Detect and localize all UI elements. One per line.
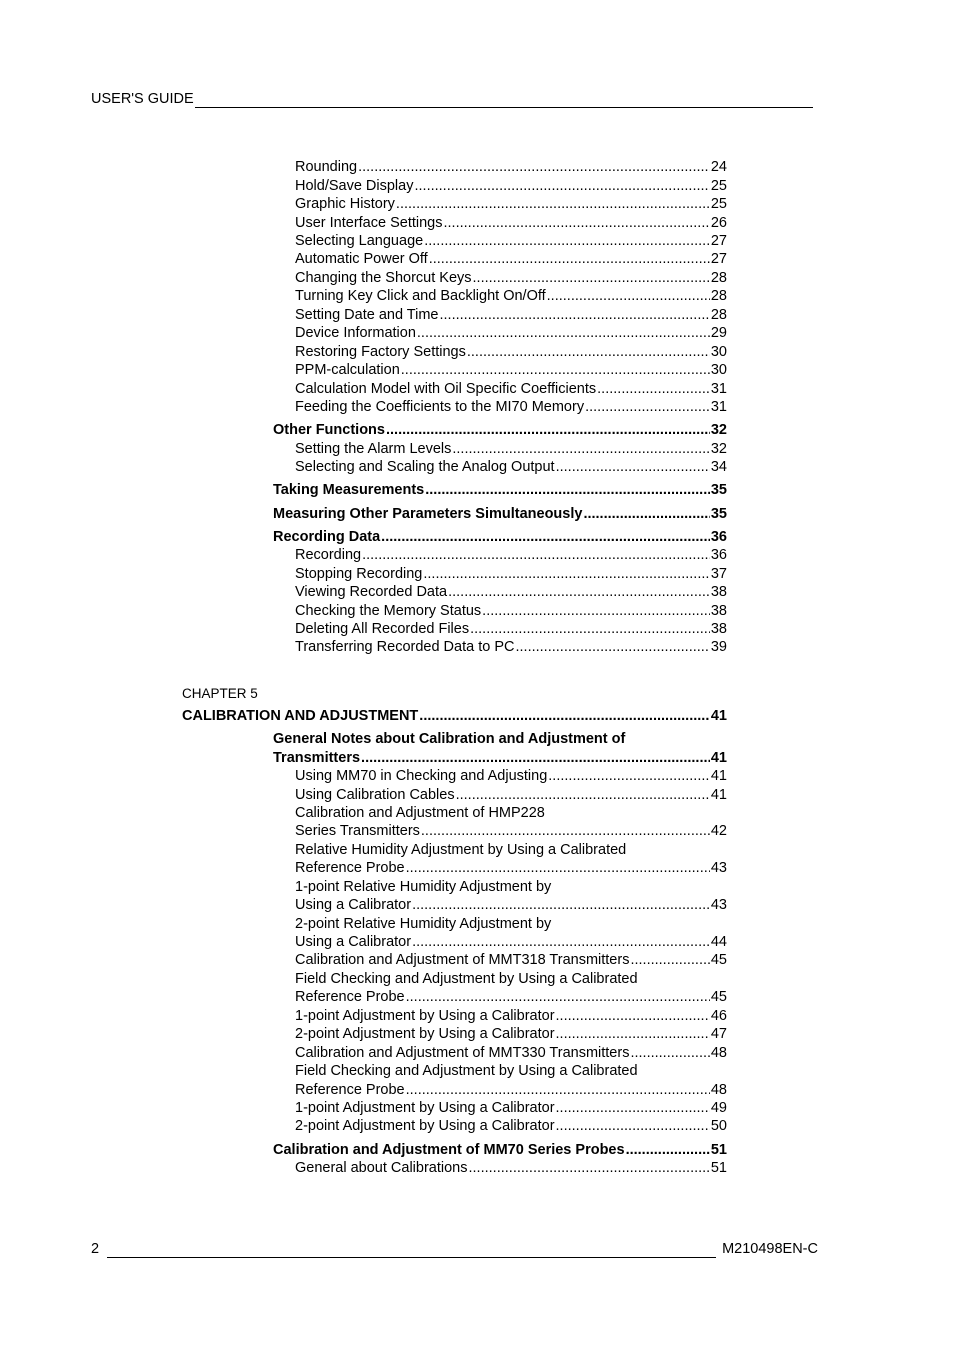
toc-entry-page: 48 bbox=[710, 1082, 727, 1098]
toc-entry-page: 43 bbox=[710, 860, 727, 876]
toc-dot-leader bbox=[452, 440, 709, 458]
toc-dot-leader bbox=[421, 822, 710, 840]
toc-entry[interactable] bbox=[295, 1117, 727, 1135]
toc-entry-title: Reference Probe bbox=[295, 989, 405, 1005]
toc-entry-title: Using MM70 in Checking and Adjusting bbox=[295, 768, 548, 784]
toc-entry[interactable] bbox=[295, 1062, 638, 1080]
toc-entry-title: Transferring Recorded Data to PC bbox=[295, 639, 515, 655]
toc-entry[interactable] bbox=[295, 988, 727, 1006]
toc-entry-page: 34 bbox=[710, 459, 727, 475]
toc-dot-leader bbox=[583, 505, 709, 523]
toc-dot-leader bbox=[556, 1117, 710, 1135]
toc-dot-leader bbox=[556, 458, 710, 476]
toc-entry-title: Calibration and Adjustment of MM70 Series Probes bbox=[273, 1142, 625, 1158]
toc-entry[interactable] bbox=[295, 214, 727, 232]
toc-entry[interactable] bbox=[295, 458, 727, 476]
footer-doc-code: M210498EN-C bbox=[722, 1241, 818, 1257]
toc-entry-title: Recording bbox=[295, 547, 362, 563]
toc-entry[interactable] bbox=[295, 380, 727, 398]
toc-entry-page: 50 bbox=[710, 1118, 727, 1134]
toc-entry-page: 39 bbox=[710, 639, 727, 655]
header-rule bbox=[195, 94, 813, 108]
toc-entry[interactable] bbox=[295, 602, 727, 620]
toc-entry-title: CALIBRATION AND ADJUSTMENT bbox=[182, 708, 419, 724]
toc-entry-page: 46 bbox=[710, 1008, 727, 1024]
toc-entry-title: Viewing Recorded Data bbox=[295, 584, 448, 600]
toc-dot-leader bbox=[362, 546, 710, 564]
toc-entry-page: 24 bbox=[710, 159, 727, 175]
toc-entry-page: 28 bbox=[710, 307, 727, 323]
toc-dot-leader bbox=[448, 583, 710, 601]
toc-entry[interactable] bbox=[295, 361, 727, 379]
toc-entry[interactable] bbox=[182, 707, 727, 725]
toc-entry-title: Stopping Recording bbox=[295, 566, 423, 582]
toc-entry[interactable] bbox=[295, 896, 727, 914]
toc-dot-leader bbox=[423, 565, 709, 583]
toc-entry[interactable] bbox=[295, 232, 727, 250]
toc-entry-title: Feeding the Coefficients to the MI70 Memory bbox=[295, 399, 585, 415]
toc-dot-leader bbox=[425, 481, 710, 499]
toc-entry[interactable] bbox=[295, 1044, 727, 1062]
header-title: USER'S GUIDE bbox=[91, 91, 194, 107]
toc-entry-title: 2-point Adjustment by Using a Calibrator bbox=[295, 1026, 555, 1042]
toc-entry-page: 37 bbox=[710, 566, 727, 582]
toc-entry-title: Changing the Shorcut Keys bbox=[295, 270, 472, 286]
toc-dot-leader bbox=[456, 786, 710, 804]
toc-entry[interactable] bbox=[295, 970, 638, 988]
toc-entry[interactable] bbox=[295, 398, 727, 416]
toc-entry-page: 31 bbox=[710, 381, 727, 397]
toc-entry[interactable] bbox=[295, 933, 727, 951]
toc-dot-leader bbox=[424, 232, 710, 250]
toc-entry[interactable] bbox=[295, 177, 727, 195]
toc-entry-title: Transmitters bbox=[273, 750, 361, 766]
toc-entry-title: Calculation Model with Oil Specific Coefficients bbox=[295, 381, 597, 397]
toc-entry-page: 36 bbox=[710, 547, 727, 563]
toc-dot-leader bbox=[626, 1141, 710, 1159]
toc-entry-title: Checking the Memory Status bbox=[295, 603, 482, 619]
toc-dot-leader bbox=[630, 951, 709, 969]
toc-entry-title: Selecting Language bbox=[295, 233, 424, 249]
toc-entry-title: Reference Probe bbox=[295, 860, 405, 876]
toc-entry[interactable] bbox=[273, 749, 727, 767]
toc-entry-title: 1-point Adjustment by Using a Calibrator bbox=[295, 1008, 555, 1024]
toc-dot-leader bbox=[406, 988, 710, 1006]
toc-dot-leader bbox=[597, 380, 710, 398]
toc-entry-page: 31 bbox=[710, 399, 727, 415]
toc-entry-page: 42 bbox=[710, 823, 727, 839]
toc-entry-title: Setting Date and Time bbox=[295, 307, 439, 323]
toc-entry-title: Device Information bbox=[295, 325, 416, 341]
toc-entry-page: 45 bbox=[710, 952, 727, 968]
toc-entry-page: 48 bbox=[710, 1045, 727, 1061]
toc-entry[interactable] bbox=[295, 1081, 727, 1099]
toc-entry[interactable] bbox=[295, 915, 551, 933]
toc-entry[interactable] bbox=[295, 1099, 727, 1117]
toc-entry-title: Recording Data bbox=[273, 529, 381, 545]
toc-entry[interactable] bbox=[295, 878, 551, 896]
toc-entry[interactable] bbox=[295, 1025, 727, 1043]
toc-dot-leader bbox=[401, 361, 710, 379]
toc-entry[interactable] bbox=[295, 638, 727, 656]
toc-entry-title: Measuring Other Parameters Simultaneously bbox=[273, 506, 583, 522]
toc-dot-leader bbox=[361, 749, 710, 767]
toc-entry-page: 49 bbox=[710, 1100, 727, 1116]
toc-entry-title: Series Transmitters bbox=[295, 823, 420, 839]
toc-entry[interactable] bbox=[295, 822, 727, 840]
toc-entry-title: Setting the Alarm Levels bbox=[295, 441, 452, 457]
toc-entry[interactable] bbox=[295, 287, 727, 305]
toc-entry-title: Relative Humidity Adjustment by Using a Calibrated bbox=[295, 842, 627, 858]
toc-entry-title: 2-point Adjustment by Using a Calibrator bbox=[295, 1118, 555, 1134]
toc-dot-leader bbox=[417, 324, 710, 342]
toc-entry[interactable] bbox=[295, 324, 727, 342]
toc-entry-page: 30 bbox=[710, 344, 727, 360]
toc-dot-leader bbox=[414, 177, 709, 195]
toc-entry-page: 29 bbox=[710, 325, 727, 341]
toc-entry-page: 41 bbox=[710, 768, 727, 784]
toc-entry[interactable] bbox=[295, 786, 727, 804]
chapter-label: CHAPTER 5 bbox=[182, 686, 258, 701]
footer-rule bbox=[107, 1244, 716, 1258]
footer-page-number: 2 bbox=[91, 1241, 100, 1257]
toc-entry[interactable] bbox=[295, 269, 727, 287]
toc-dot-leader bbox=[556, 1025, 710, 1043]
toc-entry-title: Calibration and Adjustment of MMT318 Transmitters bbox=[295, 952, 630, 968]
toc-entry-page: 41 bbox=[710, 708, 727, 724]
toc-entry-page: 28 bbox=[710, 288, 727, 304]
toc-entry[interactable] bbox=[273, 481, 727, 499]
toc-entry-page: 35 bbox=[710, 506, 727, 522]
toc-entry[interactable] bbox=[273, 528, 727, 546]
toc-entry[interactable] bbox=[295, 158, 727, 176]
toc-entry-title: Taking Measurements bbox=[273, 482, 425, 498]
toc-entry-title: Selecting and Scaling the Analog Output bbox=[295, 459, 555, 475]
toc-entry-page: 41 bbox=[710, 787, 727, 803]
toc-entry[interactable] bbox=[273, 421, 727, 439]
toc-entry-page: 45 bbox=[710, 989, 727, 1005]
toc-entry[interactable] bbox=[273, 730, 625, 748]
toc-entry-title: General Notes about Calibration and Adjustment of bbox=[273, 731, 626, 747]
toc-entry-page: 38 bbox=[710, 621, 727, 637]
toc-entry-title: Graphic History bbox=[295, 196, 395, 212]
toc-entry[interactable] bbox=[295, 565, 727, 583]
toc-entry-title: Automatic Power Off bbox=[295, 251, 428, 267]
toc-entry-page: 27 bbox=[710, 233, 727, 249]
toc-dot-leader bbox=[429, 250, 710, 268]
toc-entry-page: 32 bbox=[710, 422, 727, 438]
toc-entry-page: 26 bbox=[710, 215, 727, 231]
toc-entry-page: 41 bbox=[710, 750, 727, 766]
toc-entry-title: Hold/Save Display bbox=[295, 178, 414, 194]
toc-entry-page: 38 bbox=[710, 603, 727, 619]
toc-dot-leader bbox=[556, 1099, 710, 1117]
toc-dot-leader bbox=[556, 1007, 710, 1025]
toc-entry-title: Deleting All Recorded Files bbox=[295, 621, 470, 637]
toc-entry[interactable] bbox=[295, 859, 727, 877]
toc-entry[interactable] bbox=[295, 440, 727, 458]
toc-entry-title: Calibration and Adjustment of HMP228 bbox=[295, 805, 545, 821]
toc-entry[interactable] bbox=[295, 620, 727, 638]
toc-entry-title: Reference Probe bbox=[295, 1082, 405, 1098]
toc-entry[interactable] bbox=[295, 841, 626, 859]
toc-dot-leader bbox=[396, 195, 710, 213]
toc-entry-title: Using Calibration Cables bbox=[295, 787, 455, 803]
toc-dot-leader bbox=[419, 707, 710, 725]
toc-entry-title: Field Checking and Adjustment by Using a Calibrated bbox=[295, 971, 638, 987]
toc-dot-leader bbox=[473, 269, 710, 287]
toc-dot-leader bbox=[412, 933, 710, 951]
toc-entry[interactable] bbox=[295, 1007, 727, 1025]
toc-entry-page: 44 bbox=[710, 934, 727, 950]
toc-entry-title: Field Checking and Adjustment by Using a Calibrated bbox=[295, 1063, 638, 1079]
toc-dot-leader bbox=[467, 343, 710, 361]
toc-entry[interactable] bbox=[273, 505, 727, 523]
page-footer bbox=[91, 1241, 818, 1258]
toc-entry-title: User Interface Settings bbox=[295, 215, 443, 231]
toc-entry[interactable] bbox=[295, 546, 727, 564]
toc-dot-leader bbox=[412, 896, 710, 914]
toc-entry-title: 1-point Adjustment by Using a Calibrator bbox=[295, 1100, 555, 1116]
toc-entry-page: 43 bbox=[710, 897, 727, 913]
toc-entry[interactable] bbox=[295, 306, 727, 324]
toc-dot-leader bbox=[585, 398, 710, 416]
toc-entry-page: 25 bbox=[710, 178, 727, 194]
toc-entry[interactable] bbox=[295, 767, 727, 785]
toc-entry[interactable] bbox=[295, 250, 727, 268]
toc-entry-title: Other Functions bbox=[273, 422, 385, 438]
toc-entry-title: 2-point Relative Humidity Adjustment by bbox=[295, 916, 552, 932]
toc-entry[interactable] bbox=[295, 951, 727, 969]
page-header bbox=[91, 91, 813, 108]
toc-entry[interactable] bbox=[295, 195, 727, 213]
toc-entry-title: Calibration and Adjustment of MMT330 Transmitters bbox=[295, 1045, 630, 1061]
toc-entry-page: 25 bbox=[710, 196, 727, 212]
toc-dot-leader bbox=[630, 1044, 709, 1062]
toc-entry[interactable] bbox=[295, 343, 727, 361]
toc-dot-leader bbox=[482, 602, 710, 620]
toc-entry-page: 38 bbox=[710, 584, 727, 600]
toc-entry[interactable] bbox=[295, 804, 545, 822]
toc-dot-leader bbox=[548, 767, 710, 785]
toc-entry-page: 36 bbox=[710, 529, 727, 545]
toc-entry-page: 35 bbox=[710, 482, 727, 498]
toc-dot-leader bbox=[406, 859, 710, 877]
toc-entry-title: Restoring Factory Settings bbox=[295, 344, 466, 360]
toc-entry-page: 30 bbox=[710, 362, 727, 378]
toc-entry[interactable] bbox=[273, 1141, 727, 1159]
toc-entry[interactable] bbox=[295, 1159, 727, 1177]
toc-dot-leader bbox=[469, 1159, 710, 1177]
toc-dot-leader bbox=[358, 158, 710, 176]
toc-entry-title: Using a Calibrator bbox=[295, 897, 412, 913]
toc-dot-leader bbox=[386, 421, 710, 439]
toc-entry-page: 28 bbox=[710, 270, 727, 286]
toc-entry-title: Turning Key Click and Backlight On/Off bbox=[295, 288, 546, 304]
toc-entry-page: 47 bbox=[710, 1026, 727, 1042]
toc-entry-page: 27 bbox=[710, 251, 727, 267]
toc-entry-page: 32 bbox=[710, 441, 727, 457]
toc-entry-page: 51 bbox=[710, 1142, 727, 1158]
toc-dot-leader bbox=[444, 214, 710, 232]
toc-entry-title: Rounding bbox=[295, 159, 358, 175]
toc-entry-title: 1-point Relative Humidity Adjustment by bbox=[295, 879, 552, 895]
toc-dot-leader bbox=[406, 1081, 710, 1099]
toc-dot-leader bbox=[515, 638, 709, 656]
toc-entry[interactable] bbox=[295, 583, 727, 601]
toc-entry-title: PPM-calculation bbox=[295, 362, 400, 378]
toc-dot-leader bbox=[439, 306, 709, 324]
toc-entry-title: General about Calibrations bbox=[295, 1160, 468, 1176]
toc-dot-leader bbox=[547, 287, 710, 305]
toc-dot-leader bbox=[470, 620, 710, 638]
toc-entry-title: Using a Calibrator bbox=[295, 934, 412, 950]
toc-dot-leader bbox=[381, 528, 710, 546]
toc-entry-page: 51 bbox=[710, 1160, 727, 1176]
